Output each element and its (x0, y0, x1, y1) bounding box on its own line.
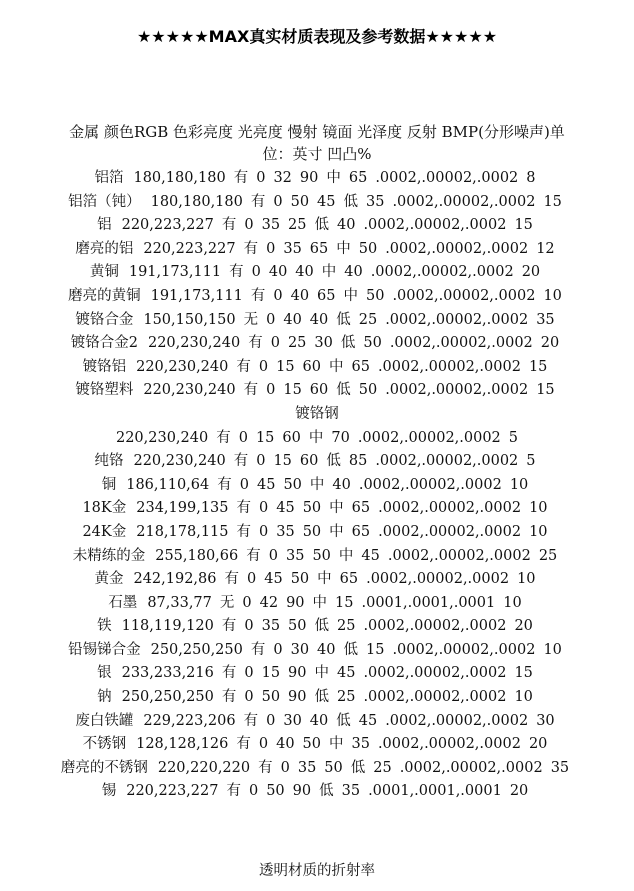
reflection: 25 (337, 618, 356, 635)
table-row (0, 662, 634, 686)
reflection: 45 (337, 665, 356, 682)
material-name: 镀铬合金 (75, 311, 134, 328)
brightness: 0 (273, 641, 283, 658)
reflection: 45 (361, 547, 380, 564)
glossiness: 低 (319, 783, 334, 800)
glossiness: 中 (329, 358, 344, 375)
rgb-value: 180,180,180 (150, 193, 243, 210)
bmp-noise: .0002,.00002,.0002 (392, 287, 536, 304)
brightness: 0 (270, 335, 280, 352)
bmp-noise: .0001,.0001,.0001 (368, 783, 502, 800)
glossiness: 中 (329, 500, 344, 517)
bmp-noise: .0002,.00002,.0002 (399, 759, 543, 776)
diffuse: 40 (276, 736, 295, 753)
bump-percent: 20 (509, 783, 529, 800)
specular: 40 (317, 641, 336, 658)
material-name: 银 (97, 665, 112, 682)
color-brightness: 有 (216, 429, 231, 446)
reflection: 45 (358, 712, 378, 729)
bmp-noise: .0002,.00002,.0002 (385, 240, 529, 257)
diffuse: 30 (290, 641, 310, 658)
specular: 50 (283, 476, 302, 493)
brightness: 0 (266, 712, 276, 729)
specular: 25 (288, 217, 307, 234)
glossiness: 中 (309, 476, 325, 493)
table-row (0, 238, 634, 262)
bmp-noise: .0002,.00002,.0002 (385, 712, 529, 729)
material-name: 镀铬铝 (82, 358, 127, 375)
diffuse: 50 (266, 783, 285, 800)
bmp-noise: .0001,.0001,.0001 (361, 594, 496, 611)
bump-percent: 35 (536, 311, 555, 328)
rgb-value: 191,173,111 (150, 287, 243, 304)
reflection: 35 (351, 736, 370, 753)
reflection: 25 (337, 689, 356, 706)
specular: 50 (302, 736, 321, 753)
brightness: 0 (244, 689, 254, 706)
specular: 40 (309, 311, 329, 328)
table-row (0, 285, 634, 309)
reflection: 35 (366, 193, 385, 210)
bump-percent: 10 (543, 641, 562, 658)
material-name: 不锈钢 (82, 736, 127, 753)
rgb-value: 220,223,227 (121, 217, 214, 234)
brightness: 0 (266, 311, 276, 328)
rgb-value: 220,230,240 (115, 429, 209, 446)
diffuse: 35 (285, 547, 305, 564)
subheading-chrome-steel: 镀铬钢 (295, 405, 339, 422)
bump-percent: 25 (538, 547, 558, 564)
bump-percent: 10 (529, 500, 548, 517)
reflection: 65 (351, 358, 370, 375)
bmp-noise: .0002,.00002,.0002 (392, 193, 536, 210)
color-brightness: 有 (250, 641, 266, 658)
table-row (0, 780, 634, 804)
glossiness: 低 (350, 759, 366, 776)
rgb-value: 250,250,250 (121, 689, 214, 706)
bump-percent: 20 (540, 335, 560, 352)
reflection: 65 (351, 500, 371, 517)
rgb-value: 220,230,240 (133, 453, 226, 470)
diffuse: 15 (276, 358, 295, 375)
glossiness: 低 (336, 382, 351, 399)
specular: 45 (317, 193, 336, 210)
diffuse: 35 (261, 217, 281, 234)
specular: 90 (292, 783, 312, 800)
table-row (0, 379, 634, 403)
glossiness: 低 (336, 311, 351, 328)
reflection: 50 (358, 382, 378, 399)
diffuse: 35 (261, 618, 281, 635)
glossiness: 中 (329, 523, 344, 540)
table-row (0, 450, 634, 474)
rgb-value: 220,230,240 (136, 358, 229, 375)
material-name: 纯铬 (94, 453, 124, 470)
bump-percent: 30 (536, 712, 555, 729)
bump-percent: 15 (528, 358, 548, 375)
table-row (0, 757, 634, 781)
brightness: 0 (266, 240, 276, 257)
glossiness: 低 (336, 712, 351, 729)
bmp-noise: .0002,.00002,.0002 (363, 665, 507, 682)
table-row (0, 214, 634, 238)
reflection: 40 (332, 476, 351, 493)
material-name: 镀铬合金2 (70, 335, 138, 352)
specular: 90 (288, 665, 307, 682)
specular: 60 (282, 429, 301, 446)
brightness: 0 (251, 264, 261, 281)
bmp-noise: .0002,.00002,.0002 (387, 547, 531, 564)
brightness: 0 (256, 453, 266, 470)
glossiness: 低 (326, 453, 341, 470)
bmp-noise: .0002,.00002,.0002 (378, 500, 522, 517)
material-rows-group-1 (0, 167, 634, 403)
color-brightness: 有 (236, 523, 251, 540)
brightness: 0 (247, 571, 257, 588)
material-name: 铝箔 (94, 170, 124, 186)
diffuse: 15 (261, 665, 281, 682)
bump-percent: 10 (517, 571, 536, 588)
color-brightness: 有 (226, 783, 241, 800)
color-brightness: 有 (246, 547, 261, 564)
table-row (0, 261, 634, 285)
material-name: 铅锡锑合金 (68, 641, 141, 658)
table-row (0, 639, 634, 663)
specular: 90 (299, 170, 319, 186)
glossiness: 中 (321, 264, 337, 281)
material-name: 钠 (97, 689, 112, 706)
rgb-value: 242,192,86 (133, 571, 217, 588)
color-brightness: 无 (219, 594, 235, 611)
color-brightness: 有 (221, 665, 237, 682)
reflection: 70 (331, 429, 350, 446)
diffuse: 45 (256, 476, 276, 493)
color-brightness: 有 (243, 382, 259, 399)
rgb-value: 118,119,120 (121, 618, 214, 635)
bmp-noise: .0002,.00002,.0002 (363, 618, 507, 635)
diffuse: 50 (290, 193, 310, 210)
specular: 60 (309, 382, 329, 399)
rgb-value: 186,110,64 (126, 476, 210, 493)
reflection: 65 (339, 571, 359, 588)
color-brightness: 有 (229, 264, 244, 281)
specular: 60 (299, 453, 319, 470)
reflection: 40 (337, 217, 356, 234)
rgb-value: 191,173,111 (128, 264, 222, 281)
color-brightness: 有 (243, 712, 259, 729)
bmp-noise: .0002,.00002,.0002 (385, 382, 529, 399)
specular: 65 (317, 287, 336, 304)
header-line-2: 位：英寸 凹凸% (262, 145, 372, 163)
reflection: 40 (344, 264, 363, 281)
specular: 65 (309, 240, 329, 257)
bump-percent: 10 (509, 476, 529, 493)
specular: 50 (324, 759, 343, 776)
brightness: 0 (280, 759, 290, 776)
specular: 40 (309, 712, 329, 729)
section-heading-refraction: 透明材质的折射率 (259, 863, 375, 879)
material-name: 铝 (97, 217, 112, 234)
bump-percent: 10 (529, 523, 548, 540)
bmp-noise: .0002,.00002,.0002 (363, 689, 507, 706)
bmp-noise: .0002,.00002,.0002 (378, 523, 522, 540)
glossiness: 低 (343, 193, 358, 210)
bump-percent: 5 (508, 429, 519, 446)
color-brightness: 有 (250, 287, 266, 304)
bmp-noise: .0002,.00002,.0002 (370, 264, 514, 281)
bmp-noise: .0002,.00002,.0002 (385, 311, 529, 328)
brightness: 0 (258, 358, 269, 375)
rgb-value: 220,230,240 (147, 335, 241, 352)
bump-percent: 20 (521, 264, 541, 281)
brightness: 0 (242, 594, 252, 611)
table-row (0, 309, 634, 333)
brightness: 0 (244, 618, 254, 635)
material-name: 锡 (101, 783, 117, 800)
rgb-value: 229,223,206 (143, 712, 236, 729)
specular: 30 (314, 335, 333, 352)
column-header-text (30, 121, 604, 165)
reflection: 50 (366, 287, 385, 304)
brightness: 0 (266, 382, 276, 399)
reflection: 15 (335, 594, 354, 611)
bmp-noise: .0002,.00002,.0002 (377, 358, 521, 375)
bump-percent: 20 (528, 736, 548, 753)
glossiness: 中 (326, 170, 341, 186)
glossiness: 中 (336, 240, 351, 257)
brightness: 0 (238, 429, 248, 446)
material-name: 铁 (97, 618, 112, 635)
material-name: 石墨 (108, 594, 138, 611)
brightness: 0 (268, 547, 278, 564)
bump-percent: 8 (526, 170, 536, 186)
brightness: 0 (273, 193, 283, 210)
specular: 40 (295, 264, 314, 281)
table-row (0, 686, 634, 710)
material-name: 18K金 (82, 500, 127, 517)
material-name: 24K金 (82, 523, 127, 540)
color-brightness: 有 (248, 335, 263, 352)
specular: 50 (302, 523, 322, 540)
bump-percent: 15 (536, 382, 555, 399)
bump-percent: 15 (514, 217, 533, 234)
color-brightness: 有 (236, 358, 251, 375)
table-row (0, 545, 634, 569)
color-brightness: 有 (224, 571, 239, 588)
specular: 50 (290, 571, 310, 588)
glossiness: 中 (329, 736, 344, 753)
color-brightness: 有 (236, 500, 251, 517)
rgb-value: 180,180,180 (133, 170, 226, 186)
rgb-value: 234,199,135 (136, 500, 229, 517)
material-name: 磨亮的黄铜 (68, 287, 141, 304)
table-row (0, 332, 634, 356)
brightness: 0 (244, 665, 254, 682)
rgb-value: 128,128,126 (136, 736, 229, 753)
diffuse: 40 (283, 311, 302, 328)
bmp-noise: .0002,.00002,.0002 (358, 476, 502, 493)
glossiness: 低 (314, 217, 329, 234)
table-row (0, 497, 634, 521)
rgb-value: 220,223,227 (126, 783, 219, 800)
brightness: 0 (239, 476, 249, 493)
reflection: 25 (373, 759, 392, 776)
rgb-value: 87,33,77 (147, 594, 212, 611)
bmp-noise: .0002,.00002,.0002 (357, 429, 501, 446)
glossiness: 低 (314, 689, 329, 706)
color-brightness: 有 (221, 689, 237, 706)
material-name: 废白铁罐 (75, 712, 134, 729)
rgb-value: 220,220,220 (157, 759, 251, 776)
rgb-value: 250,250,250 (150, 641, 243, 658)
rgb-value: 150,150,150 (143, 311, 236, 328)
glossiness: 中 (314, 665, 329, 682)
table-row (0, 568, 634, 592)
brightness: 0 (259, 500, 269, 517)
specular: 50 (302, 500, 322, 517)
color-brightness: 无 (243, 311, 259, 328)
material-name: 铜 (101, 476, 117, 493)
brightness: 0 (244, 217, 254, 234)
reflection: 35 (341, 783, 361, 800)
bump-percent: 20 (514, 618, 533, 635)
material-name: 未精练的金 (72, 547, 146, 564)
color-brightness: 有 (243, 240, 259, 257)
color-brightness: 有 (217, 476, 232, 493)
brightness: 0 (259, 523, 269, 540)
brightness: 0 (256, 170, 266, 186)
table-row (0, 592, 634, 616)
brightness: 0 (248, 783, 259, 800)
bmp-noise: .0002,.00002,.0002 (366, 571, 510, 588)
diffuse: 40 (268, 264, 288, 281)
bump-percent: 5 (526, 453, 536, 470)
specular: 90 (286, 594, 305, 611)
table-row (0, 521, 634, 545)
bump-percent: 15 (514, 665, 533, 682)
table-row (0, 615, 634, 639)
diffuse: 40 (290, 287, 310, 304)
reflection: 85 (348, 453, 368, 470)
reflection: 65 (351, 523, 371, 540)
diffuse: 35 (276, 523, 295, 540)
glossiness: 中 (312, 594, 328, 611)
material-name: 磨亮的不锈钢 (60, 759, 148, 776)
material-name: 铝箔（钝） (68, 193, 141, 210)
color-brightness: 有 (233, 453, 249, 470)
diffuse: 35 (297, 759, 317, 776)
diffuse: 32 (273, 170, 292, 186)
material-name: 镀铬塑料 (75, 382, 134, 399)
table-row (0, 191, 634, 215)
glossiness: 中 (308, 429, 324, 446)
table-row (0, 427, 634, 451)
diffuse: 45 (276, 500, 295, 517)
material-name: 黄金 (94, 571, 124, 588)
diffuse: 35 (283, 240, 302, 257)
rgb-value: 220,230,240 (143, 382, 236, 399)
header-line-1: 金属 颜色RGB 色彩亮度 光亮度 慢射 镜面 光泽度 反射 BMP(分形噪声)单 (69, 123, 565, 141)
color-brightness: 有 (236, 736, 251, 753)
reflection: 25 (358, 311, 378, 328)
reflection: 15 (366, 641, 385, 658)
table-row (0, 474, 634, 498)
table-row (0, 167, 634, 191)
specular: 50 (312, 547, 331, 564)
color-brightness: 有 (233, 170, 249, 186)
specular: 50 (288, 618, 307, 635)
brightness: 0 (273, 287, 283, 304)
bmp-noise: .0002,.00002,.0002 (375, 453, 519, 470)
glossiness: 低 (314, 618, 329, 635)
color-brightness: 有 (250, 193, 266, 210)
glossiness: 中 (338, 547, 354, 564)
color-brightness: 有 (258, 759, 273, 776)
bmp-noise: .0002,.00002,.0002 (363, 217, 507, 234)
color-brightness: 有 (221, 217, 237, 234)
bmp-noise: .0002,.00002,.0002 (392, 641, 536, 658)
diffuse: 15 (283, 382, 302, 399)
diffuse: 42 (259, 594, 279, 611)
diffuse: 15 (273, 453, 292, 470)
material-list (0, 167, 634, 804)
bump-percent: 15 (543, 193, 562, 210)
diffuse: 50 (261, 689, 281, 706)
rgb-value: 233,233,216 (121, 665, 214, 682)
material-name: 黄铜 (89, 264, 119, 281)
specular: 60 (302, 358, 321, 375)
bump-percent: 10 (503, 594, 522, 611)
reflection: 50 (358, 240, 378, 257)
rgb-value: 220,223,227 (143, 240, 236, 257)
table-row (0, 710, 634, 734)
rgb-value: 255,180,66 (155, 547, 239, 564)
diffuse: 30 (283, 712, 302, 729)
glossiness: 低 (340, 335, 356, 352)
material-name: 磨亮的铝 (75, 240, 134, 257)
color-brightness: 有 (221, 618, 237, 635)
bump-percent: 12 (536, 240, 555, 257)
specular: 90 (288, 689, 307, 706)
rgb-value: 218,178,115 (136, 523, 229, 540)
bmp-noise: .0002,.00002,.0002 (375, 170, 519, 186)
glossiness: 中 (343, 287, 358, 304)
brightness: 0 (258, 736, 269, 753)
diffuse: 25 (287, 335, 307, 352)
material-rows-group-2 (0, 427, 634, 805)
diffuse: 15 (255, 429, 275, 446)
bmp-noise: .0002,.00002,.0002 (389, 335, 533, 352)
bump-percent: 35 (550, 759, 570, 776)
diffuse: 45 (264, 571, 283, 588)
table-row (0, 356, 634, 380)
reflection: 50 (363, 335, 382, 352)
bump-percent: 10 (514, 689, 533, 706)
bump-percent: 10 (543, 287, 562, 304)
glossiness: 低 (343, 641, 358, 658)
table-row (0, 733, 634, 757)
bmp-noise: .0002,.00002,.0002 (377, 736, 521, 753)
reflection: 65 (348, 170, 368, 186)
glossiness: 中 (317, 571, 332, 588)
page-title: ★★★★★MAX真实材质表现及参考数据★★★★★ (136, 27, 498, 46)
